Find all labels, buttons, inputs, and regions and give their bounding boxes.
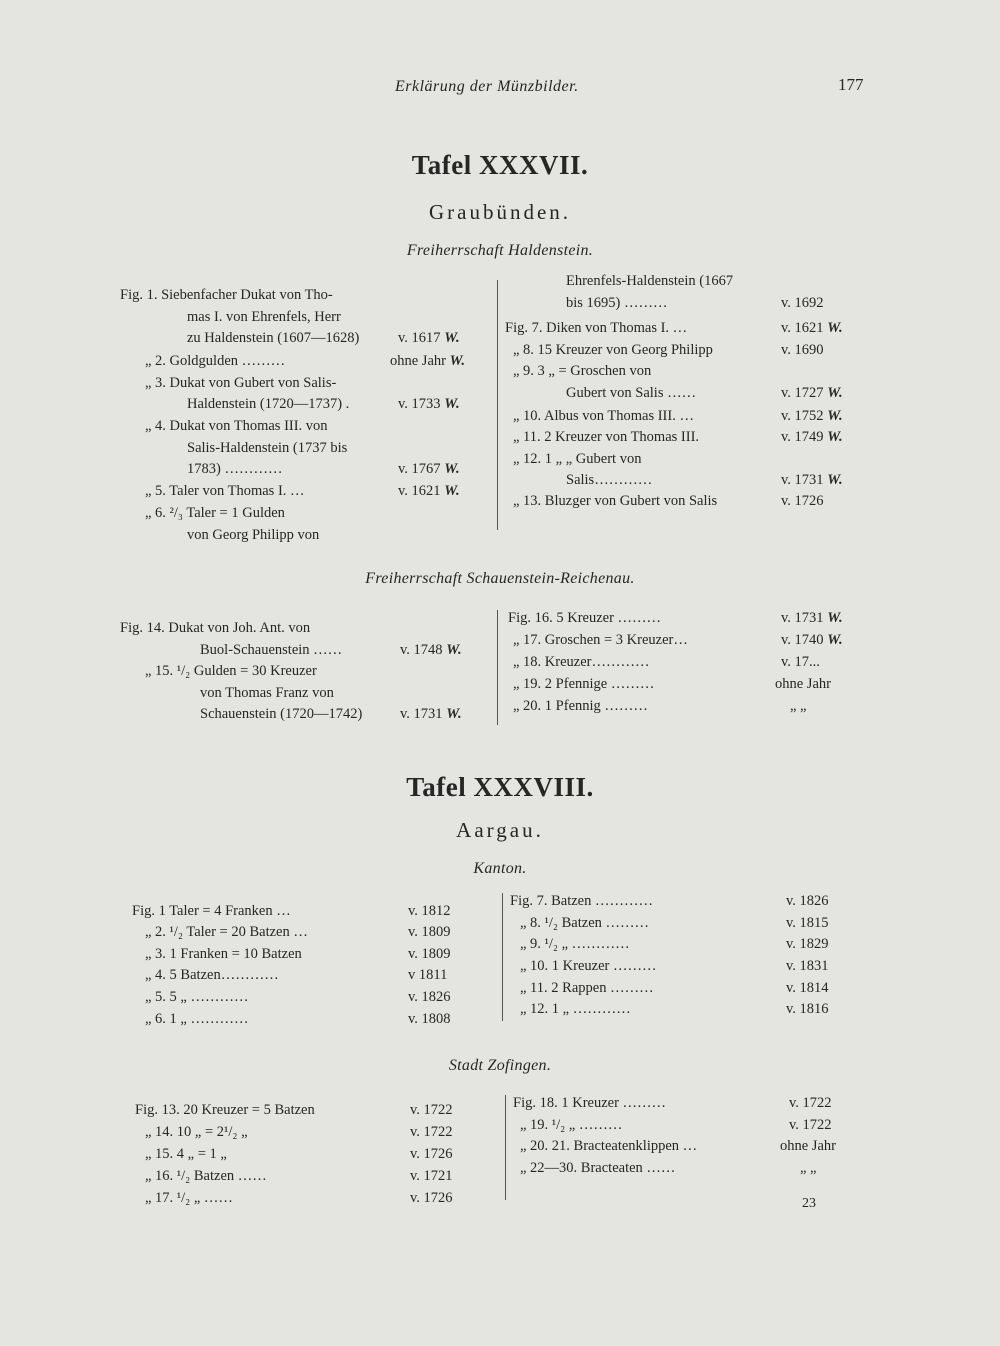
entry-line: „ 3. 1 Franken = 10 Batzen — [145, 946, 302, 962]
date-line: v. 1721 — [410, 1168, 453, 1184]
plate-38-section-2-heading: Stadt Zofingen. — [448, 1057, 552, 1074]
entry-line: Buol-Schauenstein …… — [200, 642, 343, 658]
entry-line: Fig. 7. Batzen ………… — [510, 893, 653, 909]
entry-line: Fig. 14. Dukat von Joh. Ant. von — [120, 620, 311, 636]
date-line: v. 1733 W. — [398, 396, 460, 412]
entry-line: „ 10. Albus von Thomas III. … — [513, 408, 694, 424]
running-header: Erklärung der Münzbilder. — [395, 78, 579, 95]
entry-line: „ 11. 2 Kreuzer von Thomas III. — [513, 429, 700, 445]
date-line: v. 1690 — [781, 342, 824, 358]
date-line: v. 1740 W. — [781, 632, 843, 648]
date-line: „ „ — [790, 698, 807, 714]
plate-37-section-2-heading: Freiherrschaft Schauenstein-Reichenau. — [365, 570, 635, 587]
date-line: v. 17... — [781, 654, 820, 670]
date-line: v. 1826 — [408, 989, 451, 1005]
plate-37-section-1-heading: Freiherrschaft Haldenstein. — [406, 242, 594, 259]
column-divider — [502, 893, 503, 1021]
entry-line: von Georg Philipp von — [187, 527, 320, 543]
plate-37-title: Tafel XXXVII. — [411, 150, 589, 180]
plate-38-subtitle: Aargau. — [456, 818, 544, 842]
date-line: v. 1808 — [408, 1011, 451, 1027]
date-line: v. 1829 — [786, 936, 829, 952]
column-divider — [497, 280, 498, 530]
entry-line: „ 12. 1 „ ………… — [520, 1001, 631, 1017]
entry-line: „ 19. ¹/₂ „ ……… — [520, 1117, 623, 1133]
date-line: v. 1621 W. — [398, 483, 460, 499]
date-line: ohne Jahr — [775, 676, 831, 692]
entry-line: „ 2. Goldgulden ……… — [145, 353, 286, 369]
entry-line: „ 13. Bluzger von Gubert von Salis — [513, 493, 718, 509]
date-line: v. 1722 — [410, 1102, 453, 1118]
entry-line: „ 5. Taler von Thomas I. … — [145, 483, 305, 499]
entry-line: „ 5. 5 „ ………… — [145, 989, 249, 1005]
date-line: v. 1815 — [786, 915, 829, 931]
date-line: v. 1731 W. — [781, 610, 843, 626]
entry-line: „ 17. ¹/₂ „ …… — [145, 1190, 233, 1206]
entry-line: Salis………… — [566, 472, 653, 488]
entry-line: „ 11. 2 Rappen ……… — [520, 980, 654, 996]
entry-line: „ 18. Kreuzer………… — [513, 654, 650, 670]
date-line: v. 1809 — [408, 946, 451, 962]
entry-line: Fig. 7. Diken von Thomas I. … — [505, 320, 688, 336]
entry-line: Schauenstein (1720—1742) — [200, 706, 363, 722]
date-line: v. 1621 W. — [781, 320, 843, 336]
entry-line: „ 12. 1 „ „ Gubert von — [513, 451, 642, 467]
date-line: v. 1812 — [408, 903, 451, 919]
entry-line: „ 15. 4 „ = 1 „ — [145, 1146, 227, 1162]
entry-line: 1783) ………… — [187, 461, 283, 477]
entry-line: „ 22—30. Bracteaten …… — [520, 1160, 676, 1176]
date-line: v. 1814 — [786, 980, 829, 996]
entry-line: Fig. 16. 5 Kreuzer ……… — [508, 610, 662, 626]
date-line: v. 1726 — [410, 1190, 453, 1206]
entry-line: „ 10. 1 Kreuzer ……… — [520, 958, 657, 974]
date-line: v. 1749 W. — [781, 429, 843, 445]
signature-mark: 23 — [802, 1196, 816, 1211]
date-line: v. 1731 W. — [781, 472, 843, 488]
column-divider — [497, 610, 498, 725]
page-number: 177 — [838, 75, 864, 94]
entry-line: „ 8. 15 Kreuzer von Georg Philipp — [513, 342, 713, 358]
entry-line: „ 14. 10 „ = 2¹/₂ „ — [145, 1124, 248, 1140]
plate-38-section-1-heading: Kanton. — [473, 860, 527, 877]
date-line: v 1811 — [408, 967, 448, 983]
date-line: v. 1767 W. — [398, 461, 460, 477]
entry-line: von Thomas Franz von — [200, 685, 334, 701]
entry-line: Fig. 1. Siebenfacher Dukat von Tho- — [120, 287, 333, 303]
entry-line: „ 15. ¹/₂ Gulden = 30 Kreuzer — [145, 663, 317, 679]
date-line: ohne Jahr — [780, 1138, 836, 1154]
date-line: v. 1726 — [410, 1146, 453, 1162]
entry-line: zu Haldenstein (1607—1628) — [187, 330, 360, 346]
entry-line: „ 6. 1 „ ………… — [145, 1011, 249, 1027]
date-line: v. 1692 — [781, 295, 824, 311]
entry-line: Ehrenfels-Haldenstein (1667 — [566, 273, 734, 289]
entry-line: Gubert von Salis …… — [566, 385, 697, 401]
date-line: v. 1722 — [789, 1095, 832, 1111]
entry-line: Fig. 18. 1 Kreuzer ……… — [513, 1095, 667, 1111]
plate-38-title: Tafel XXXVIII. — [406, 772, 594, 802]
date-line: v. 1727 W. — [781, 385, 843, 401]
entry-line: Fig. 13. 20 Kreuzer = 5 Batzen — [135, 1102, 315, 1118]
column-divider — [505, 1095, 506, 1200]
date-line: „ „ — [800, 1160, 817, 1176]
entry-line: „ 8. ¹/₂ Batzen ……… — [520, 915, 649, 931]
date-line: v. 1831 — [786, 958, 829, 974]
entry-line: „ 16. ¹/₂ Batzen …… — [145, 1168, 267, 1184]
entry-line: „ 19. 2 Pfennige ……… — [513, 676, 655, 692]
entry-line: bis 1695) ……… — [566, 295, 668, 311]
date-line: v. 1726 — [781, 493, 824, 509]
plate-37-subtitle: Graubünden. — [428, 200, 572, 224]
entry-line: „ 2. ¹/₂ Taler = 20 Batzen … — [145, 924, 308, 940]
entry-line: „ 20. 21. Bracteatenklippen … — [520, 1138, 698, 1154]
entry-line: Fig. 1 Taler = 4 Franken … — [132, 903, 291, 919]
date-line: v. 1748 W. — [400, 642, 462, 658]
entry-line: „ 17. Groschen = 3 Kreuzer… — [513, 632, 688, 648]
entry-line: „ 20. 1 Pfennig ……… — [513, 698, 648, 714]
date-line: v. 1826 — [786, 893, 829, 909]
entry-line: Haldenstein (1720—1737) . — [187, 396, 350, 412]
entry-line: „ 9. ¹/₂ „ ………… — [520, 936, 630, 952]
entry-line: „ 9. 3 „ = Groschen von — [513, 363, 652, 379]
entry-line: Salis-Haldenstein (1737 bis — [187, 440, 348, 456]
entry-line: „ 6. ²/₃ Taler = 1 Gulden — [145, 505, 285, 521]
entry-line: „ 3. Dukat von Gubert von Salis- — [145, 375, 337, 391]
date-line: v. 1722 — [789, 1117, 832, 1133]
entry-line: „ 4. 5 Batzen………… — [145, 967, 279, 983]
date-line: v. 1809 — [408, 924, 451, 940]
date-line: v. 1617 W. — [398, 330, 460, 346]
date-line: v. 1816 — [786, 1001, 829, 1017]
date-line: v. 1752 W. — [781, 408, 843, 424]
entry-line: „ 4. Dukat von Thomas III. von — [145, 418, 328, 434]
date-line: v. 1731 W. — [400, 706, 462, 722]
date-line: v. 1722 — [410, 1124, 453, 1140]
entry-line: mas I. von Ehrenfels, Herr — [187, 309, 341, 325]
date-line: ohne Jahr W. — [390, 353, 466, 369]
